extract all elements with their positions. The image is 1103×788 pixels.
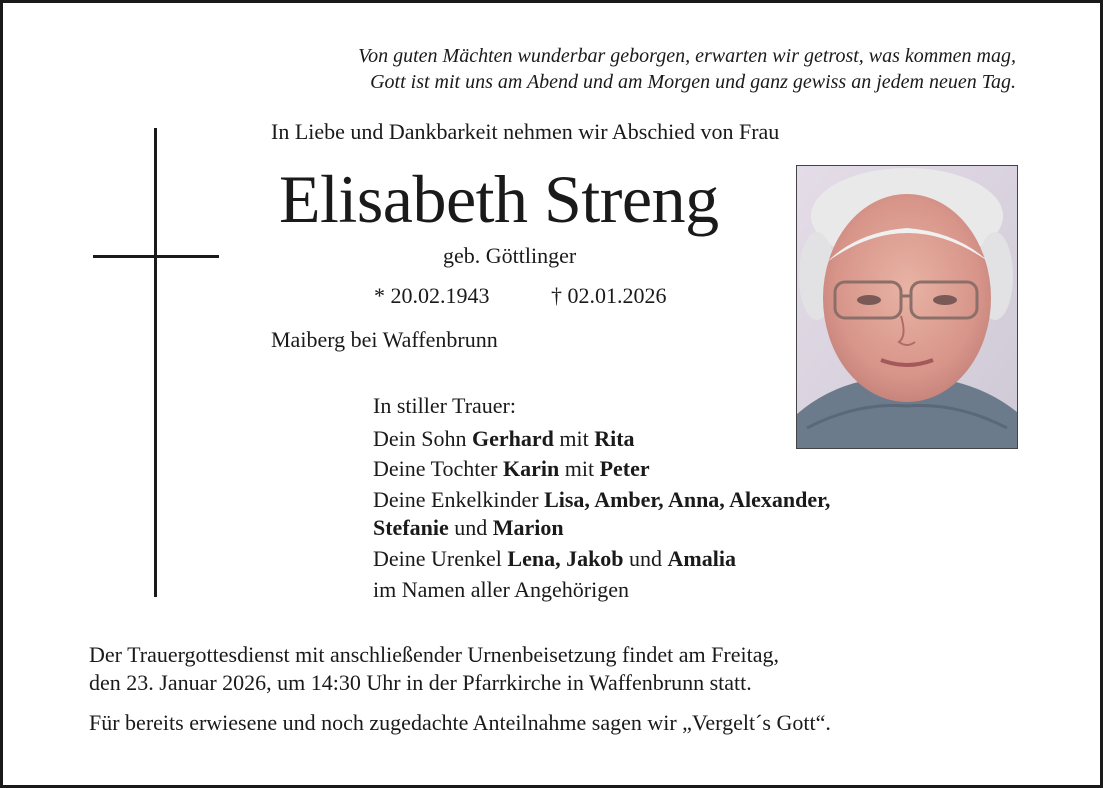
service-line-1: Der Trauergottesdienst mit anschließender Urnenbeisetzung findet am Freitag, — [89, 642, 779, 667]
mourner-great-grandchildren: Deine Urenkel Lena, Jakob und Amalia — [373, 546, 736, 571]
mourners-closing: im Namen aller Angehörigen — [373, 577, 629, 602]
mourner-grandchildren-cont: Stefanie und Marion — [373, 515, 564, 540]
quote-line-1: Von guten Mächten wunderbar geborgen, erwarten wir getrost, was kommen mag, — [358, 45, 1016, 67]
mourner-grandchildren: Deine Enkelkinder Lisa, Amber, Anna, Alexander, — [373, 487, 831, 512]
quote-line-2: Gott ist mit uns am Abend und am Morgen und ganz gewiss an jedem neuen Tag. — [370, 71, 1016, 93]
portrait-photo — [796, 165, 1018, 449]
birth-name: geb. Göttlinger — [443, 243, 577, 268]
intro-text: In Liebe und Dankbarkeit nehmen wir Abschied von Frau — [271, 119, 780, 144]
portrait-illustration — [797, 166, 1017, 448]
deceased-name: Elisabeth Streng — [279, 161, 719, 237]
thanks-text: Für bereits erwiesene und noch zugedachte Anteilnahme sagen wir „Vergelt´s Gott“. — [89, 710, 831, 735]
mourners-heading: In stiller Trauer: — [373, 393, 516, 418]
service-info — [89, 641, 779, 697]
service-line-2: den 23. Januar 2026, um 14:30 Uhr in der Pfarrkirche in Waffenbrunn statt. — [89, 670, 752, 695]
cross-horizontal-bar — [93, 255, 219, 258]
mourner-son: Dein Sohn Gerhard mit Rita — [373, 426, 635, 451]
residence: Maiberg bei Waffenbrunn — [271, 327, 498, 352]
birth-date: * 20.02.1943 — [374, 283, 490, 308]
cross-vertical-bar — [154, 128, 157, 597]
death-date: † 02.01.2026 — [551, 283, 667, 308]
mourner-daughter: Deine Tochter Karin mit Peter — [373, 456, 650, 481]
